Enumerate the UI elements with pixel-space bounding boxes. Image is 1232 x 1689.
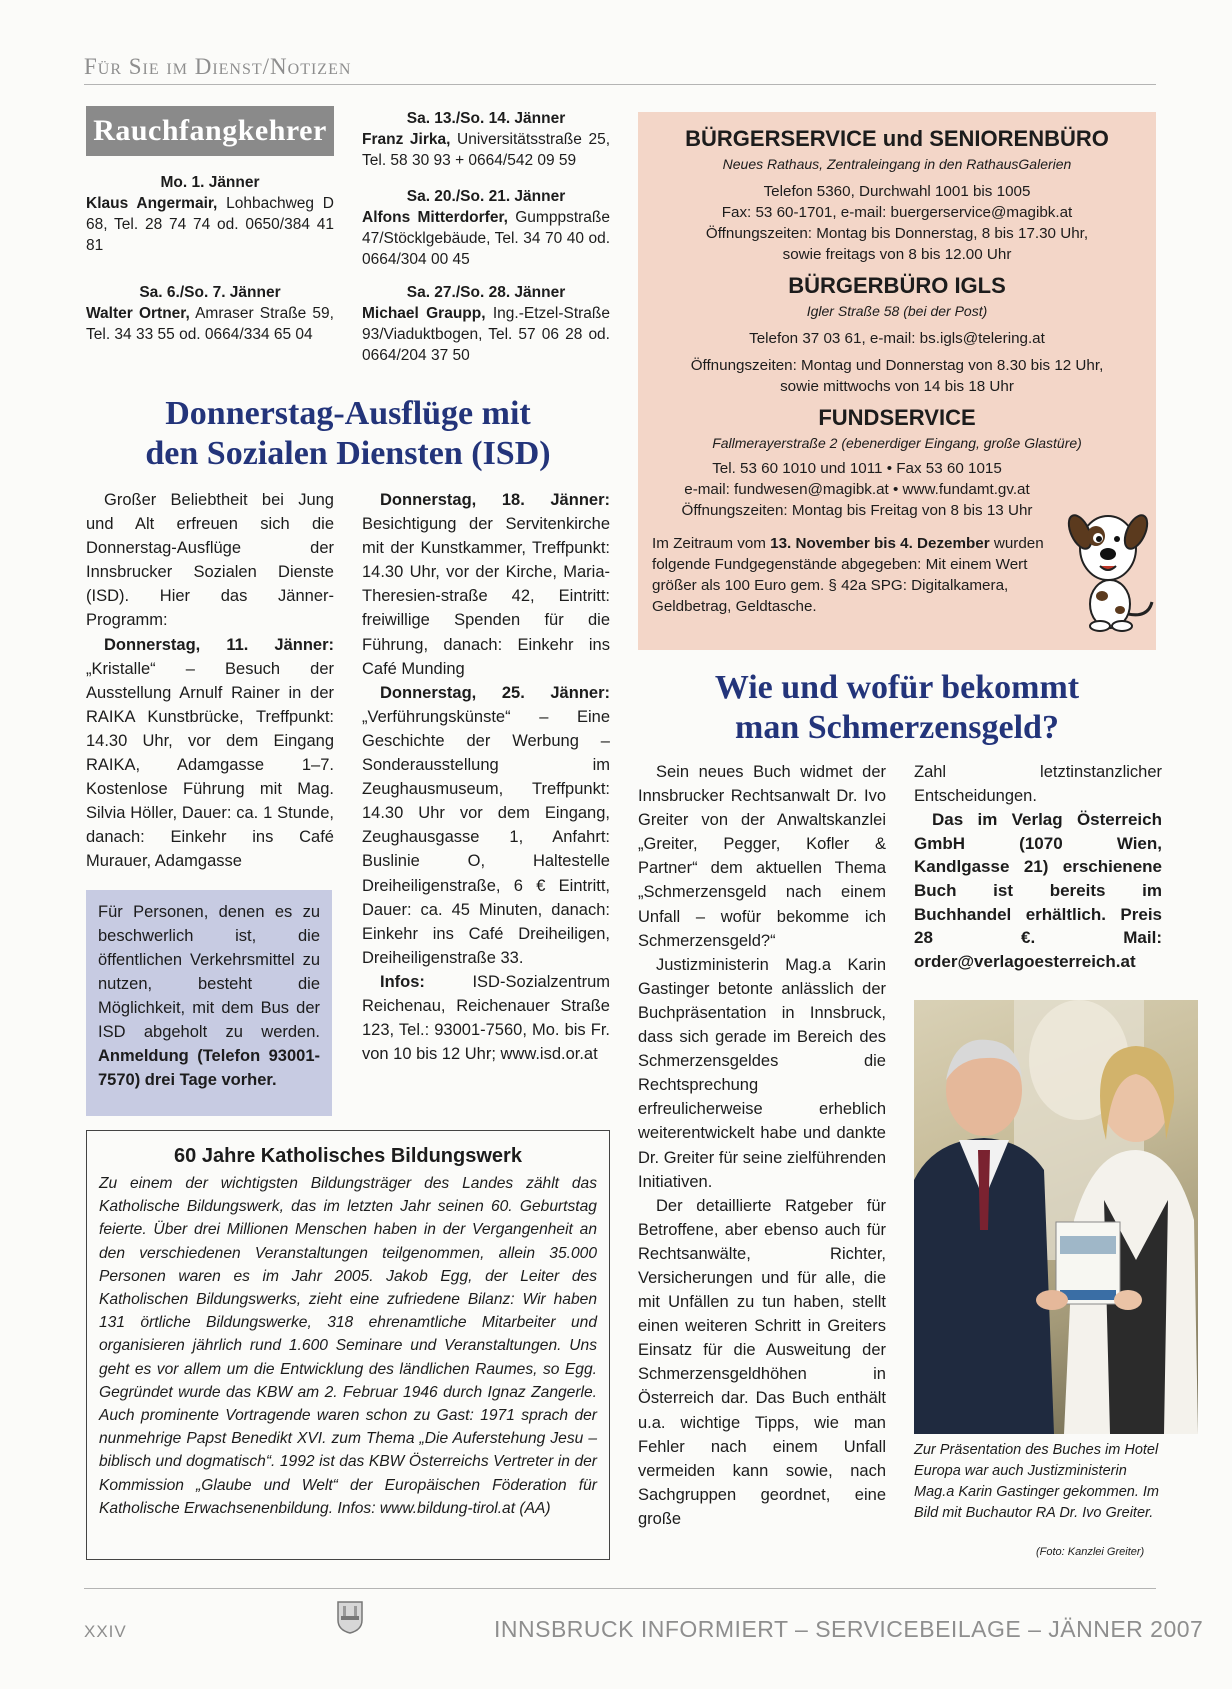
photo-illustration <box>914 1000 1198 1434</box>
isd-headline-line2: den Sozialen Diensten (ISD) <box>145 435 551 472</box>
service-line: Öffnungszeiten: Montag bis Donnerstag, 8 bis 17.30 Uhr, <box>705 225 1089 242</box>
footer-publication: INNSBRUCK INFORMIERT – SERVICEBEILAGE – JÄNNER 2007 <box>494 1616 1204 1642</box>
isd-event-3-text: „Verführungskünste“ – Eine Geschichte der Werbung – Sonderausstellung im Zeughausmuseum, Treffpunkt: 14.30 Uhr vor dem Eingang, Zeughausgasse 1, Anfahrt: Buslinie O, Haltestelle Dreiheiligenstraße, 6 € Eintritt, Dauer: ca. 45 Minuten, danach: Einkehr ins Café Dreiheiligen, Dreiheiligenstraße 33. <box>362 707 610 967</box>
service-address-1: Neues Rathaus, Zentraleingang in den RathausGalerien <box>722 156 1072 172</box>
pain-book-info: Das im Verlag Österreich GmbH (1070 Wien, Kandlgasse 21) erschienene Buch ist bereits im Buchhandel erhältlich. Preis 28 €. Mail: order@verlagoesterreich.at <box>914 810 1162 971</box>
chimney-address: Universitätsstraße 25, Tel. 58 30 93 + 0664/542 09 59 <box>362 131 611 169</box>
chimney-entry <box>362 186 610 270</box>
photo-credit: (Foto: Kanzlei Greiter) <box>1036 1546 1145 1558</box>
chimney-address: Lohbachweg D 68, Tel. 28 74 74 od. 0650/384 41 81 <box>86 195 334 254</box>
pain-paragraph: Justizministerin Mag.a Karin Gastinger betonte anlässlich der Buchpräsentation in Innsbruck, dass sich gerade im Bereich des Schmerzensgeldes die Rechtsprechung erfreulicherweise erheblich weiterentwickelt habe und dankte Dr. Greiter für seine zielführenden Initiativen. <box>638 955 886 1191</box>
chimney-date: Sa. 13./So. 14. Jänner <box>406 110 566 127</box>
isd-event-1-date: Donnerstag, 11. Jänner: <box>104 635 334 654</box>
chimney-date: Sa. 27./So. 28. Jänner <box>406 284 566 301</box>
service-title-fundservice: FUNDSERVICE <box>818 405 976 430</box>
chimney-address: Ing.-Etzel-Straße 93/Viaduktbogen, Tel. 57 06 28 od. 0664/204 37 50 <box>362 305 610 364</box>
pain-headline-line2: man Schmerzensgeld? <box>735 709 1059 746</box>
kbw-box <box>86 1130 610 1560</box>
chimney-address: Gumppstraße 47/Stöcklgebäude, Tel. 34 70 40 od. 0664/304 00 45 <box>362 209 610 268</box>
pain-paragraph: Sein neues Buch widmet der Innsbrucker Rechtsanwalt Dr. Ivo Greiter von der Anwaltskanzlei „Greiter, Pegger, Kofler & Partner“ dem aktuellen Thema „Schmerzensgeld nach einem Unfall – wofür bekomme ich Schmerzensgeld?“ <box>638 763 886 950</box>
isd-intro: Großer Beliebtheit bei Jung und Alt erfreuen sich die Donnerstag-Ausflüge der Innsbrucker Sozialen Dienste (ISD). Hier das Jänner-Programm: <box>86 491 334 630</box>
kbw-text: Zu einem der wichtigsten Bildungsträger des Landes zählt das Katholische Bildungswerk, das im letzten Jahr seinen 60. Geburtstag feierte. Über drei Millionen Menschen haben in der Vergangenheit an den verschiedenen Veranstaltungen teilgenommen, allein 35.000 Personen waren es im Jahr 2005. Jakob Egg, der Leiter des Katholischen Bildungswerks, zieht eine zufriedene Bilanz: Wir haben 131 örtliche Bildungswerke, 318 ehrenamtliche Mitarbeiter und organisieren jährlich rund 1.600 Seminare und Veranstaltungen. Uns geht es vor allem um die Entwicklung des ländlichen Raumes, so Egg. Gegründet wurde das KBW am 2. Februar 1946 durch Ignaz Zangerle. Auch prominente Vortragende waren schon zu Gast: 1971 sprach der nunmehrige Papst Benedikt XVI. zum Thema „Die Auferstehung Jesu – biblisch und dogmatisch“. 1992 ist das KBW Österreichs Vertreter in der Kommission „Glaube und Welt“ der Europäischen Föderation für Katholische Erwachsenenbildung. Infos: www.bildung-tirol.at (AA) <box>99 1175 597 1517</box>
service-title-buergerservice: BÜRGERSERVICE und SENIORENBÜRO <box>685 126 1109 151</box>
pain-headline <box>638 668 1156 748</box>
pain-column-1 <box>638 760 886 1531</box>
pain-paragraph: Zahl letztinstanzlicher Entscheidungen. <box>914 763 1162 806</box>
section-header: Für Sie im Dienst/Notizen <box>84 54 352 79</box>
dog-illustration <box>1066 492 1156 632</box>
pain-headline-line1: Wie und wofür bekommt <box>714 669 1080 706</box>
isd-pickup-registration: Anmeldung (Telefon 93001-7570) drei Tage vorher. <box>98 1047 320 1089</box>
isd-info-text: ISD-Sozialzentrum Reichenau, Reichenauer Straße 123, Tel.: 93001-7560, Mo. bis Fr. von 10 bis 12 Uhr; www.isd.or.at <box>362 972 610 1064</box>
chimney-name: Klaus Angermair, <box>86 195 218 212</box>
isd-column-2 <box>362 488 610 1066</box>
isd-pickup-text: Für Personen, denen es zu beschwerlich ist, die öffentlichen Verkehrsmittel zu nutzen, besteht die Möglichkeit, mit dem Bus der ISD abgeholt zu werden. <box>98 903 320 1041</box>
service-line: sowie mittwochs von 14 bis 18 Uhr <box>780 378 1014 395</box>
service-line: Öffnungszeiten: Montag und Donnerstag von 8.30 bis 12 Uhr, <box>690 357 1104 374</box>
chimney-entry <box>362 108 610 171</box>
service-line: e-mail: fundwesen@magibk.at • www.fundamt.gv.at <box>684 481 1030 498</box>
service-line: Fax: 53 60-1701, e-mail: buergerservice@magibk.at <box>721 204 1073 221</box>
chimney-name: Alfons Mitterdorfer, <box>362 209 508 226</box>
chimney-name: Franz Jirka, <box>362 131 451 148</box>
innsbruck-crest-icon <box>336 1600 364 1634</box>
service-title-igls: BÜRGERBÜRO IGLS <box>788 273 1006 298</box>
chimney-address: Amraser Straße 59, Tel. 34 33 55 od. 0664/334 65 04 <box>86 305 334 343</box>
chimney-entry <box>362 282 610 366</box>
isd-pickup-box <box>86 890 332 1116</box>
service-box <box>638 112 1156 650</box>
chimney-title: Rauchfangkehrer <box>86 106 334 156</box>
bottom-rule <box>84 1588 1156 1589</box>
found-items-list: wurden folgende Fundgegenstände abgegeben: Mit einem Wert größer als 100 Euro gem. § 42a SPG: Digitalkamera, Geldbetrag, Geldtasche. <box>652 535 1044 615</box>
book-presentation-photo <box>914 1000 1198 1434</box>
isd-column-1 <box>86 488 334 874</box>
isd-headline-line1: Donnerstag-Ausflüge mit <box>165 395 531 432</box>
isd-headline <box>86 394 610 474</box>
pain-paragraph: Der detaillierte Ratgeber für Betroffene, aber ebenso auch für Rechtsanwälte, Richter, Versicherungen und für alle, die mit Unfällen zu tun haben, stellt einen weiteren Schritt in Greiters Einsatz für die Ausweitung der Schmerzensgeldhöhen in Österreich dar. Das Buch enthält u.a. wichtige Tipps, wie man Fehler nach einem Unfall vermeiden kann sowie, nach Sachgruppen geordnet, eine große <box>638 1196 886 1528</box>
found-items-period: 13. November bis 4. Dezember <box>770 535 990 552</box>
service-line: sowie freitags von 8 bis 12.00 Uhr <box>782 246 1012 263</box>
pain-column-2 <box>914 760 1162 973</box>
chimney-date: Sa. 6./So. 7. Jänner <box>139 284 281 301</box>
page-number: XXIV <box>84 1622 127 1641</box>
isd-event-2-text: Besichtigung der Servitenkirche mit der Kunstkammer, Treffpunkt: 14.30 Uhr, vor der Kirche, Maria-Theresien-straße 42, Eintritt: freiwillige Spenden für die Führung, danach: Einkehr ins Café Munding <box>362 515 610 678</box>
service-line: Telefon 5360, Durchwahl 1001 bis 1005 <box>763 183 1031 200</box>
isd-info-label: Infos: <box>380 972 425 991</box>
found-items-intro: Im Zeitraum vom <box>652 535 766 552</box>
service-line: Öffnungszeiten: Montag bis Freitag von 8 bis 13 Uhr <box>681 502 1033 519</box>
service-line: Telefon 37 03 61, e-mail: bs.igls@telering.at <box>749 330 1045 347</box>
kbw-title: 60 Jahre Katholisches Bildungswerk <box>174 1145 522 1167</box>
chimney-name: Michael Graupp, <box>362 305 486 322</box>
top-rule <box>84 84 1156 85</box>
isd-event-3-date: Donnerstag, 25. Jänner: <box>380 683 610 702</box>
isd-event-1-text: „Kristalle“ – Besuch der Ausstellung Arnulf Rainer in der RAIKA Kunstbrücke, Treffpunkt: 14.30 Uhr, vor dem Eingang RAIKA, Adamgasse 1–7. Kostenlose Führung mit Mag. Silvia Höller, Dauer: ca. 1 Stunde, danach: Einkehr ins Café Murauer, Adamgasse <box>86 659 334 871</box>
isd-event-2-date: Donnerstag, 18. Jänner: <box>380 491 610 509</box>
chimney-date: Sa. 20./So. 21. Jänner <box>406 188 566 205</box>
chimney-date: Mo. 1. Jänner <box>160 174 260 191</box>
chimney-entry <box>86 172 334 256</box>
photo-caption: Zur Präsentation des Buches im Hotel Europa war auch Justizministerin Mag.a Karin Gastinger gekommen. Im Bild mit Buchautor RA Dr. Ivo Greiter. <box>914 1442 1159 1521</box>
service-address-2: Igler Straße 58 (bei der Post) <box>806 303 988 319</box>
service-line: Tel. 53 60 1010 und 1011 • Fax 53 60 1015 <box>712 460 1002 477</box>
chimney-name: Walter Ortner, <box>86 305 190 322</box>
service-address-3: Fallmerayerstraße 2 (ebenerdiger Eingang, große Glastüre) <box>712 435 1082 451</box>
chimney-entry <box>86 282 334 345</box>
